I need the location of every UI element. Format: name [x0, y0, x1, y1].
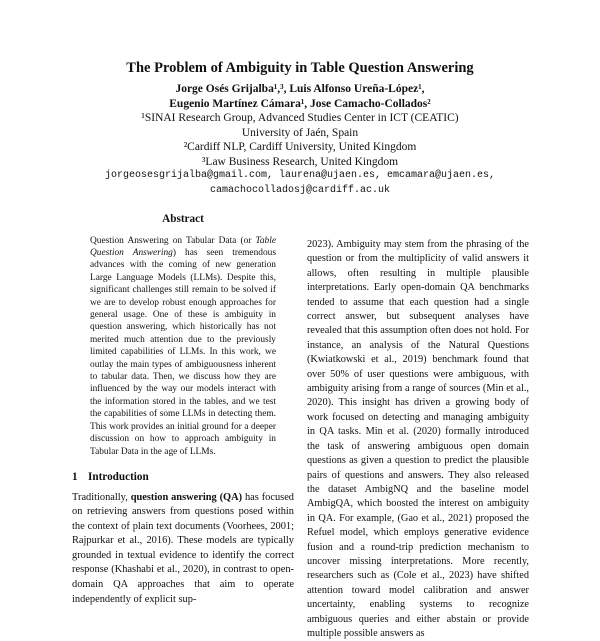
abstract-text: [90, 235, 276, 458]
author-emails-2: camachocolladosj@cardiff.ac.uk: [209, 184, 391, 196]
intro-paragraph: [72, 491, 294, 608]
intro-text-part-a: Traditionally,: [72, 491, 131, 503]
affiliation-1-university: University of Jaén, Spain: [241, 126, 359, 139]
abstract-text-italic: Table Question Answering: [90, 235, 276, 258]
affiliation-3: ³Law Business Research, United Kingdom: [201, 155, 399, 168]
intro-text-part-b: has focused on retrieving answers from questions posed within the context of plain text documents (Voorhees, 2001; Rajpurkar et al., 2016). These models are typically grounded in textual evidence to identify the correct response (Khashabi et al., 2020), in contrast to open-domain QA approaches that aim to operate independently of explicit sup-: [72, 491, 295, 605]
abstract-text-part-a: Question Answering on Tabular Data (or: [90, 235, 256, 246]
abstract-heading: Abstract: [162, 213, 204, 225]
section-number: 1: [72, 470, 78, 483]
abstract-text-part-b: ) has seen tremendous advances with the coming of new generation Large Language Models (LLMs). Despite this, significant challenges still remain to be solved if we are to develop robust enough approaches for general usage. One of these is ambiguity in question answering, which historically has not merited much attention due to the previously limited capabilities of LLMs. In this work, we outlay the main types of ambiguousness inherent to tabular data. Then, we discuss how they are influenced by the way our models interact with the information stored in the tables, and we test the capabilities of some LLMs in detecting them. This work provides an initial ground for a deeper discussion on how to approach ambiguity in Tabular Data in the age of LLMs.: [90, 248, 276, 457]
affiliation-1: ¹SINAI Research Group, Advanced Studies Center in ICT (CEATIC): [141, 112, 459, 124]
section-heading-introduction: [72, 470, 294, 485]
author-block: [0, 82, 600, 198]
authors-line-2: Eugenio Martínez Cámara¹, Jose Camacho-Collados²: [169, 97, 431, 110]
authors-line-1: Jorge Osés Grijalba¹,³, Luis Alfonso Ureña-López¹,: [175, 83, 425, 95]
right-column-paragraph: 2023). Ambiguity may stem from the phrasing of the question or from the multiplicity of valid answers it allows, often resulting in multiple plausible interpretations. Early open-domain QA benchmarks tended to assume that each question had a single correct answer, but subsequent analyses have revealed that this assumption often does not hold. For instance, an analysis of the Natural Questions (Kwiatkowski et al., 2019) benchmark found that over 50% of user questions were ambiguous, with ambiguity arising from a range of sources (Min et al., 2020). This insight has driven a growing body of work focused on detecting and managing ambiguity in QA tasks. Min et al. (2020) formally introduced the task of answering ambiguous open domain questions as given a question to predict the plausible pairs of questions and answers. They also released the dataset AmbigNQ and the baseline model AmbigQA, which boosted the interest on ambiguity in QA. For example, (Gao et al., 2021) proposed the Refuel model, which employs generative evidence fusion and a round-trip prediction mechanism to uncover missing interpretations. More recently, researchers such as (Cole et al., 2023) have shifted attention toward model calibration and answer uncertainty, enabling systems to recognize ambiguous queries and either abstain or provide multiple possible answers as: [307, 239, 529, 639]
intro-text-bold: question answering (QA): [130, 491, 243, 503]
paper-title: The Problem of Ambiguity in Table Question Answering: [126, 60, 474, 76]
right-column: [307, 238, 529, 641]
author-emails-1: jorgeosesgrijalba@gmail.com, laurena@ujaen.es, emcamara@ujaen.es,: [104, 170, 496, 181]
left-column: [72, 212, 294, 607]
affiliation-2: ²Cardiff NLP, Cardiff University, United Kingdom: [183, 141, 417, 153]
section-title: Introduction: [88, 470, 149, 483]
